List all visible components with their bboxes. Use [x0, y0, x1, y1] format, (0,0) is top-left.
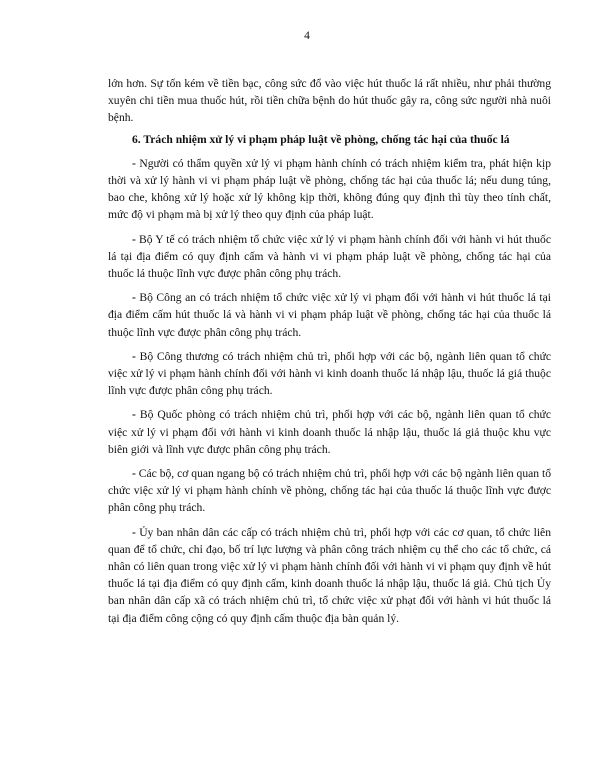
paragraph-4	[108, 348, 551, 400]
paragraph-5	[108, 406, 551, 458]
section-heading: 6. Trách nhiệm xử lý vi phạm pháp luật về phòng, chống tác hại của thuốc lá	[132, 132, 510, 146]
paragraph-6	[108, 465, 551, 517]
paragraph-text: Bộ Quốc phòng có trách nhiệm chủ trì, phối hợp với các bộ, ngành liên quan tổ chức việc xử lý vi phạm đối với hành vi kinh doanh thuốc lá nhập lậu, thuốc lá giả thuộc khu vực biên giới và lĩnh vực được phân công phụ trách.	[108, 408, 551, 456]
paragraph-text: Bộ Công an có trách nhiệm tổ chức việc xử lý vi phạm đối với hành vi hút thuốc lá tại địa điểm cấm hút thuốc lá và hành vi vi phạm pháp luật về phòng, chống tác hại của thuốc lá thuộc lĩnh vực được phân công phụ trách.	[108, 291, 551, 339]
bullet-marker: -	[132, 467, 136, 481]
paragraph-text: Bộ Y tế có trách nhiệm tổ chức việc xử lý vi phạm hành chính đối với hành vi hút thuốc lá tại địa điểm có quy định cấm và hành vi vi phạm pháp luật về phòng, chống tác hại của thuốc lá thuộc lĩnh vực được phân công phụ trách.	[108, 232, 551, 281]
paragraph-7	[108, 524, 551, 627]
paragraph-text: Bộ Công thương có trách nhiệm chủ trì, phối hợp với các bộ, ngành liên quan tổ chức việc xử lý vi phạm hành chính đối với hành vi kinh doanh thuốc lá nhập lậu, thuốc lá giả thuộc lĩnh vực được phân công phụ trách.	[108, 349, 552, 398]
bullet-marker: -	[132, 232, 136, 246]
bullet-marker: -	[132, 291, 136, 305]
bullet-marker: -	[132, 408, 136, 422]
intro-paragraph: lớn hơn. Sự tốn kém về tiền bạc, công sức đổ vào việc hút thuốc lá rất nhiều, như phải thường xuyên chi tiền mua thuốc hút, rồi tiền chữa bệnh do hút thuốc gây ra, công sức người nhà nuôi bệnh.	[108, 77, 551, 125]
paragraph-1	[108, 155, 551, 224]
paragraph-3	[108, 289, 551, 341]
document-body	[108, 75, 551, 634]
paragraph-2	[108, 231, 551, 283]
page-number: 4	[304, 30, 310, 42]
bullet-marker: -	[132, 349, 136, 363]
bullet-marker: -	[132, 525, 136, 539]
paragraph-text: Người có thẩm quyền xử lý vi phạm hành chính có trách nhiệm kiểm tra, phát hiện kịp thời và xử lý hành vi vi phạm pháp luật về phòng, chống tác hại của thuốc lá; nếu dung túng, bao che, không xử lý hoặc xử lý không kịp thời, không đúng quy định thì tùy theo tính chất, mức độ vi phạm mà bị xử lý theo quy định của pháp luật.	[108, 156, 551, 222]
paragraph-text: Ủy ban nhân dân các cấp có trách nhiệm chủ trì, phối hợp với các cơ quan, tổ chức liên quan để tổ chức, chỉ đạo, bố trí lực lượng và phân công trách nhiệm cụ thể cho các tổ chức, cá nhân có liên quan trong việc xử lý vi phạm hành chính đối với hành vi vi phạm quy định về hút thuốc lá tại địa điểm có quy định cấm, kinh doanh thuốc lá nhập lậu, thuốc lá giả. Chủ tịch Ủy ban nhân dân cấp xã có trách nhiệm chủ trì, tổ chức việc xử phạt đối với hành vi hút thuốc lá tại địa điểm công cộng có quy định cấm thuộc địa bàn quản lý.	[108, 525, 551, 625]
paragraph-text: Các bộ, cơ quan ngang bộ có trách nhiệm chủ trì, phối hợp với các bộ ngành liên quan tổ chức việc xử lý vi phạm hành chính về phòng, chống tác hại của thuốc lá thuộc lĩnh vực được phân công phụ trách.	[108, 467, 551, 515]
bullet-marker: -	[132, 156, 136, 170]
